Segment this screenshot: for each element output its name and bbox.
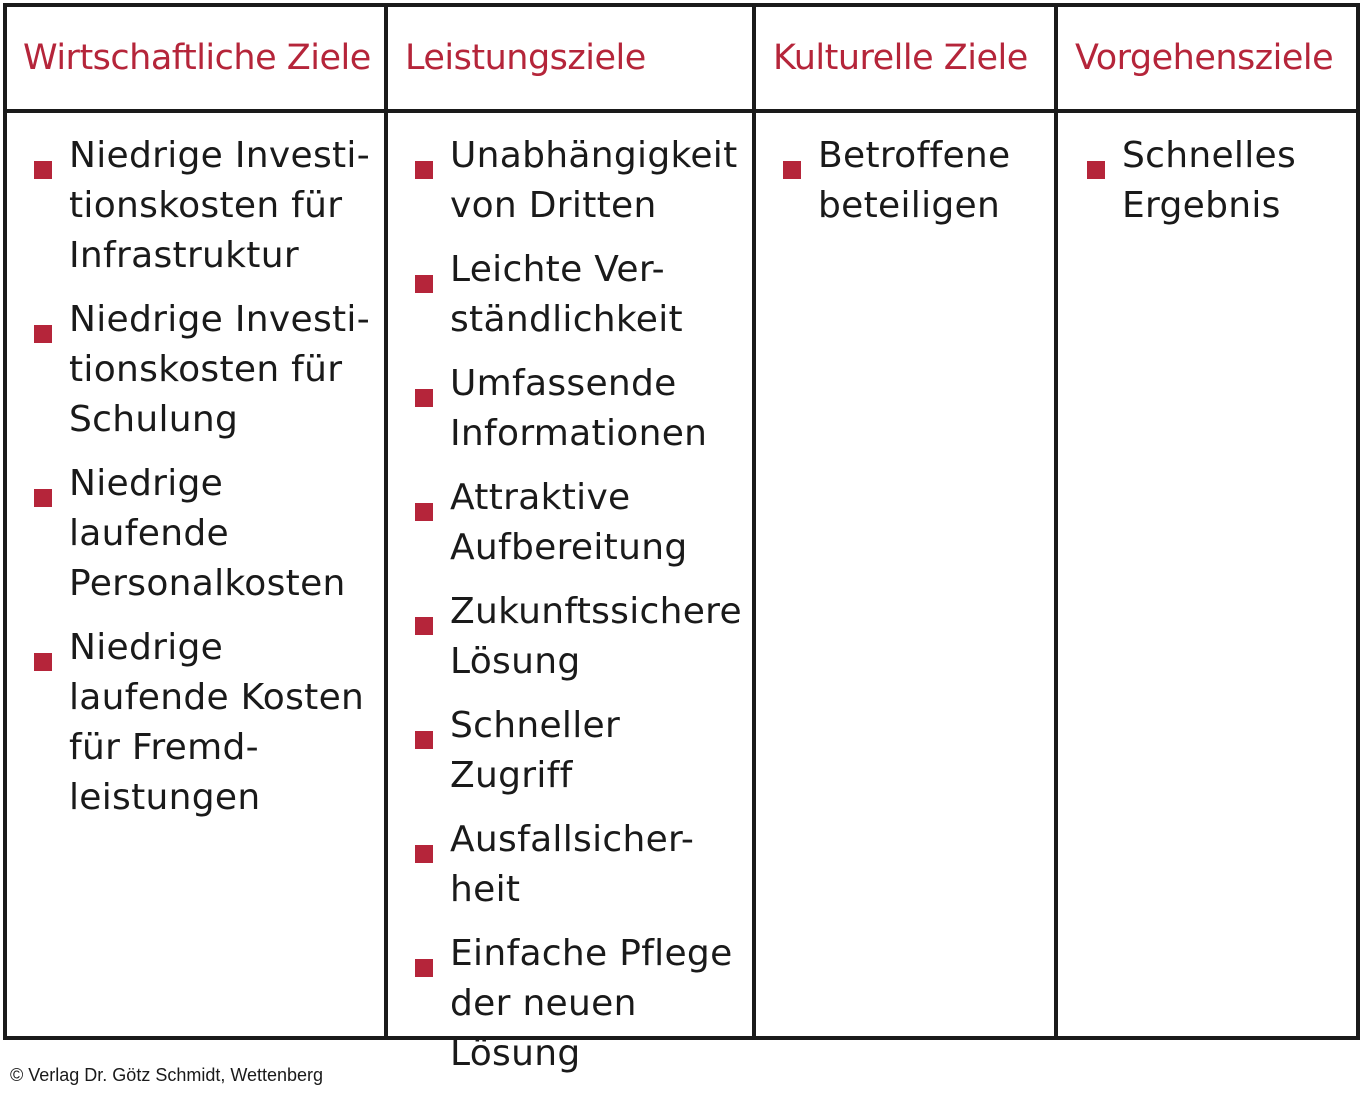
square-bullet-icon [415, 731, 433, 749]
list-item-text: Schnelles Ergebnis [1122, 135, 1297, 226]
column-header-label: Leistungsziele [405, 38, 646, 78]
list-item-text: Schneller Zugriff [450, 705, 621, 796]
square-bullet-icon [415, 389, 433, 407]
list-item [415, 587, 752, 687]
column-header-kulturelle-ziele [756, 7, 1054, 109]
list-item-text: Niedrige laufende Personalkosten [69, 463, 346, 604]
list-item [415, 131, 752, 231]
square-bullet-icon [34, 653, 52, 671]
list-item [415, 245, 752, 345]
square-bullet-icon [415, 845, 433, 863]
column-header-label: Kulturelle Ziele [773, 38, 1028, 78]
square-bullet-icon [415, 959, 433, 977]
list-item [415, 473, 752, 573]
list-item-text: Unabhängigkeit von Dritten [450, 135, 738, 226]
goal-list [415, 131, 752, 1079]
list-item-text: Betroffene beteiligen [818, 135, 1011, 226]
list-item-text: Niedrige Investi- tionskosten für Schulung [69, 299, 371, 440]
list-item-text: Einfache Pflege der neuen Lösung [450, 933, 733, 1074]
list-item [783, 131, 1054, 231]
list-item-text: Niedrige laufende Kosten für Fremd- leistungen [69, 627, 365, 818]
square-bullet-icon [783, 161, 801, 179]
square-bullet-icon [34, 489, 52, 507]
column-divider [384, 3, 388, 1040]
column-header-leistungsziele [388, 7, 752, 109]
square-bullet-icon [34, 161, 52, 179]
goal-list [1087, 131, 1356, 231]
list-item [415, 815, 752, 915]
list-item-text: Ausfallsicher- heit [450, 819, 695, 910]
column-header-vorgehensziele [1058, 7, 1356, 109]
square-bullet-icon [34, 325, 52, 343]
list-item [415, 359, 752, 459]
column-header-label: Vorgehensziele [1075, 38, 1334, 78]
list-item [1087, 131, 1356, 231]
column-body-kulturelle-ziele [783, 113, 1054, 245]
column-body-vorgehensziele [1087, 113, 1356, 245]
list-item-text: Leichte Ver- ständlichkeit [450, 249, 683, 340]
list-item-text: Niedrige Investi- tionskosten für Infrastruktur [69, 135, 371, 276]
list-item-text: Zukunftssichere Lösung [450, 591, 742, 682]
goal-list [783, 131, 1054, 231]
list-item-text: Umfassende Informationen [450, 363, 708, 454]
column-divider [752, 3, 756, 1040]
square-bullet-icon [415, 161, 433, 179]
square-bullet-icon [415, 617, 433, 635]
column-header-label: Wirtschaftliche Ziele [23, 38, 371, 78]
list-item [34, 295, 384, 445]
list-item [415, 701, 752, 801]
list-item [34, 623, 384, 823]
square-bullet-icon [415, 503, 433, 521]
column-divider [1054, 3, 1058, 1040]
list-item-text: Attraktive Aufbereitung [450, 477, 688, 568]
list-item [34, 459, 384, 609]
column-body-wirtschaftliche-ziele [34, 113, 384, 837]
column-header-wirtschaftliche-ziele [7, 7, 384, 109]
copyright-notice: © Verlag Dr. Götz Schmidt, Wettenberg [10, 1065, 324, 1085]
list-item [34, 131, 384, 281]
goal-list [34, 131, 384, 823]
square-bullet-icon [1087, 161, 1105, 179]
square-bullet-icon [415, 275, 433, 293]
column-body-leistungsziele [415, 113, 752, 1093]
list-item [415, 929, 752, 1079]
